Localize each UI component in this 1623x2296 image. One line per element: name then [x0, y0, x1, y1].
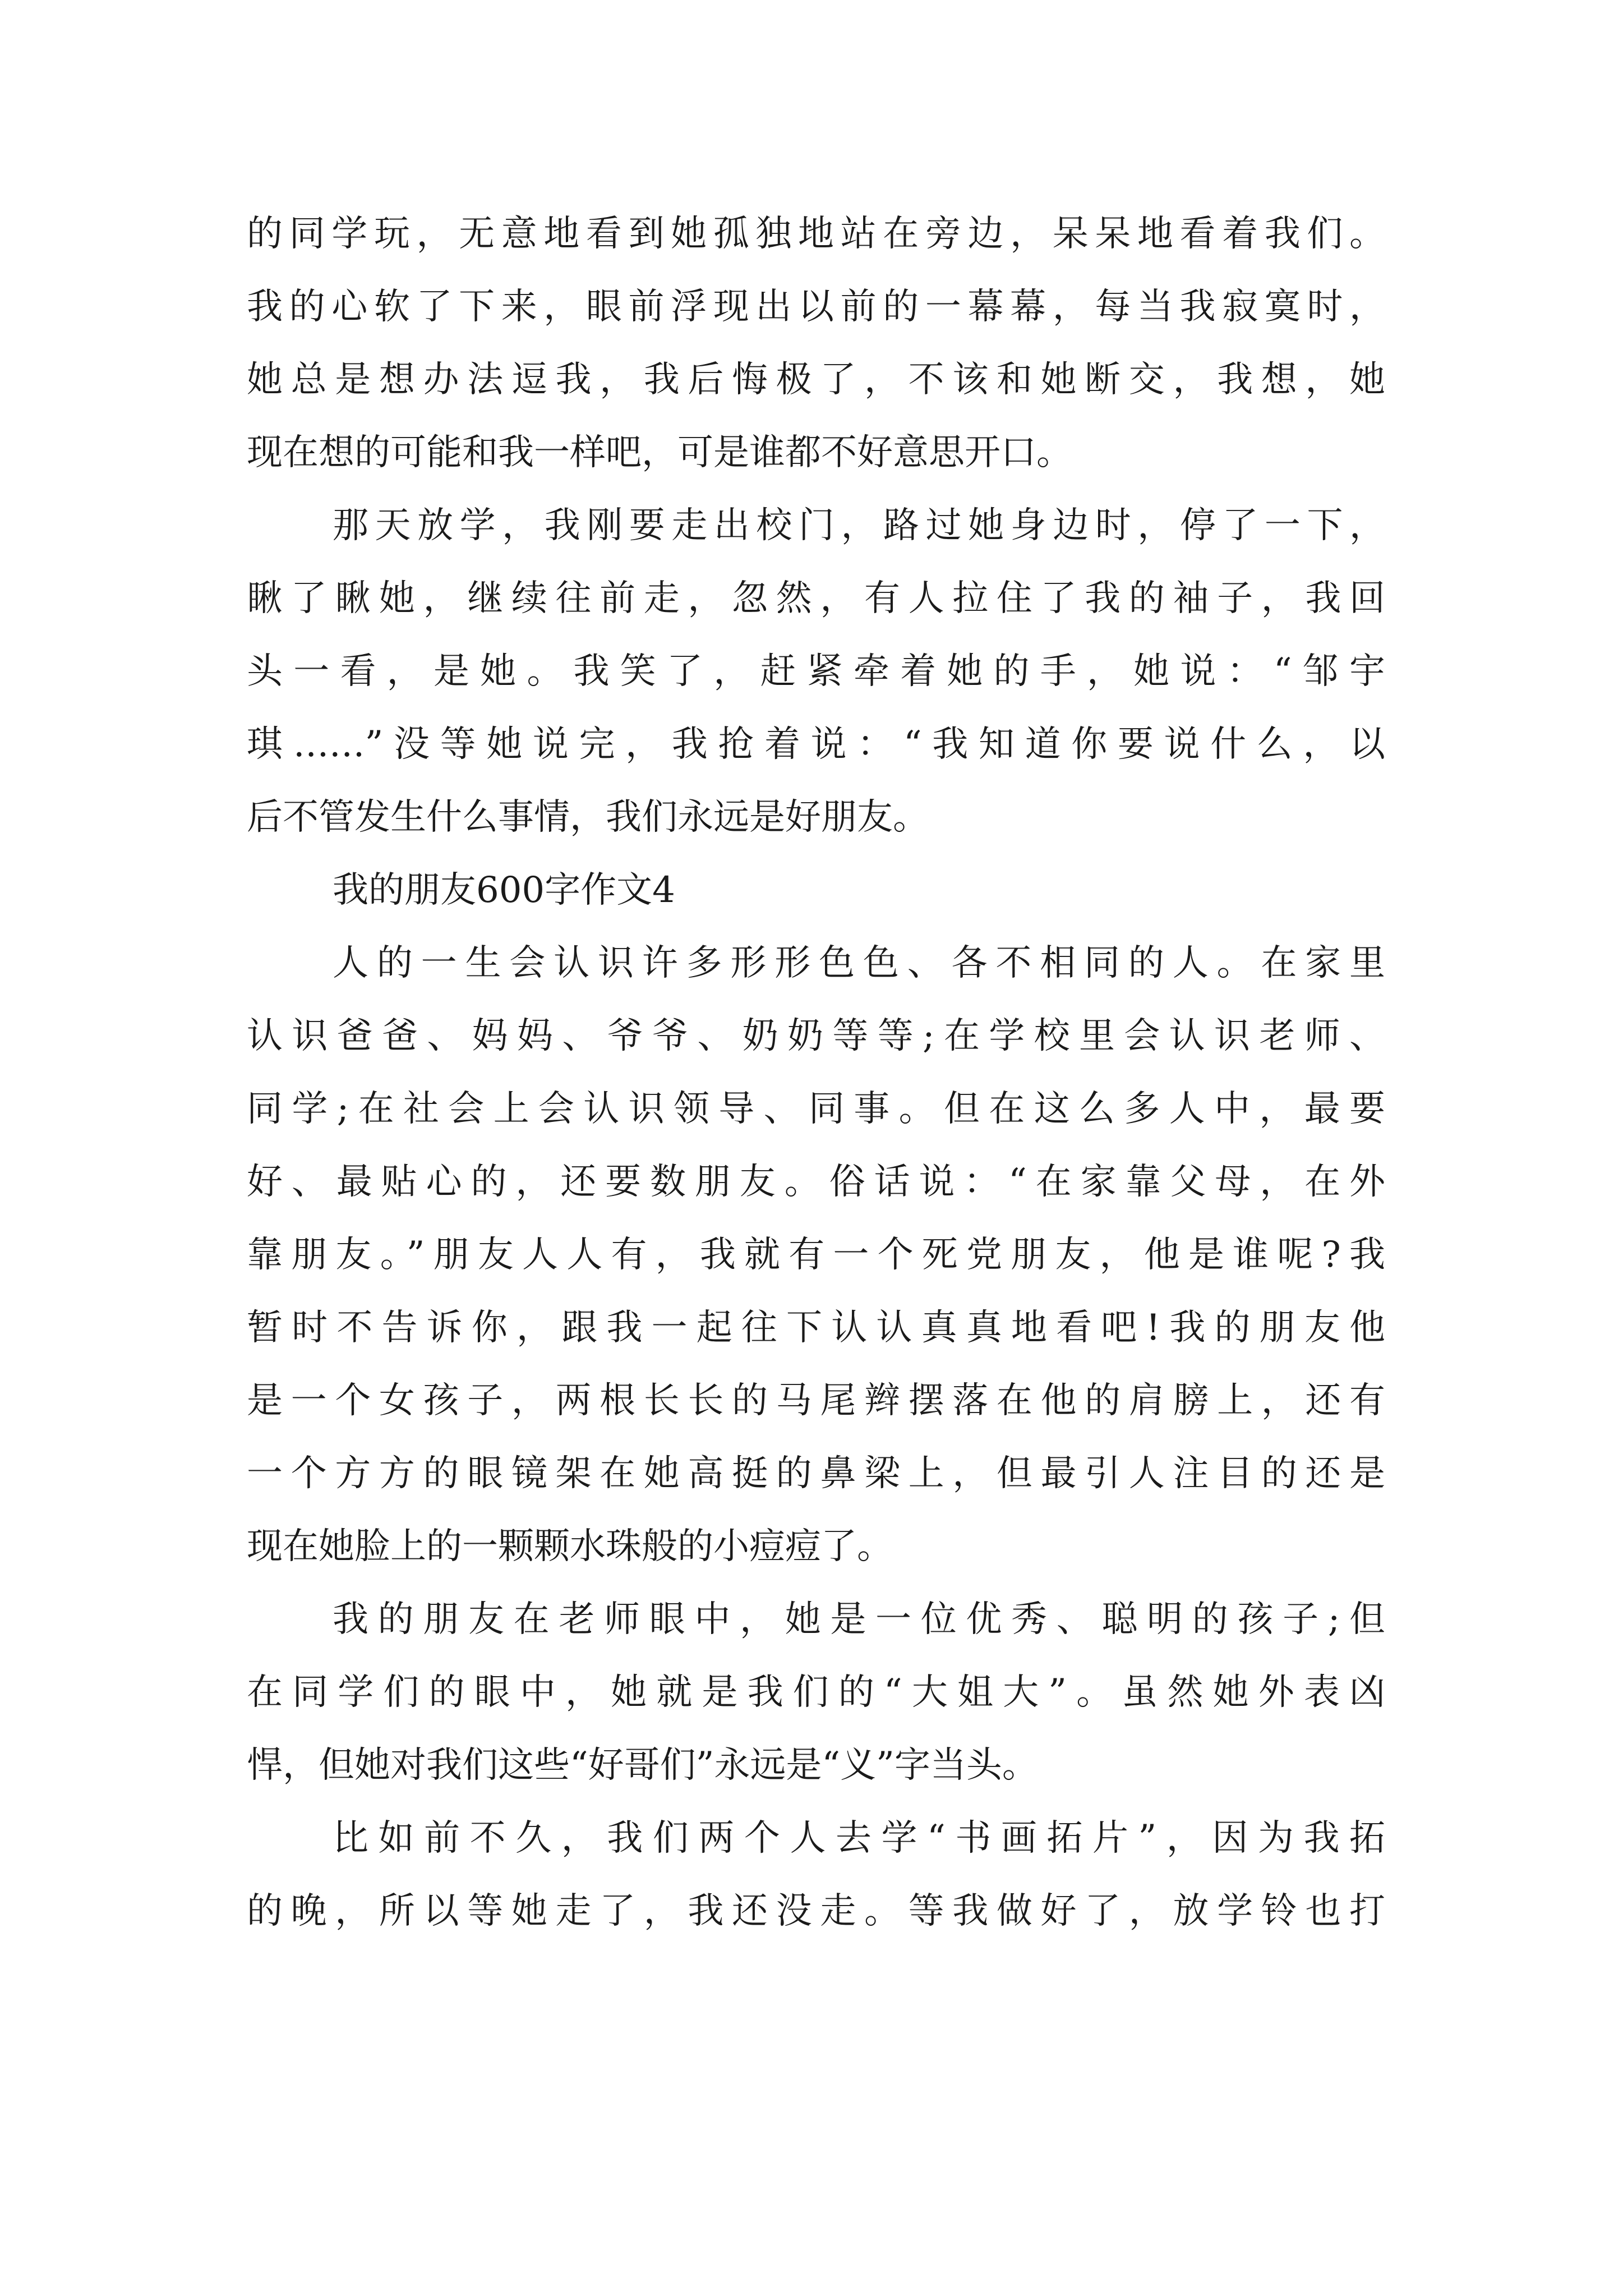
- text-line: 瞅了瞅她，继续往前走，忽然，有人拉住了我的袖子，我回: [247, 578, 1385, 619]
- text-line: 悍，但她对我们这些“好哥们”永远是“义”字当头。: [247, 1745, 1038, 1786]
- text-line: 后不管发生什么事情，我们永远是好朋友。: [247, 797, 929, 838]
- text-line: 琪……”没等她说完，我抢着说：“我知道你要说什么，以: [247, 724, 1385, 765]
- text-line: 她总是想办法逗我，我后悔极了，不该和她断交，我想，她: [247, 359, 1385, 401]
- text-line: 现在想的可能和我一样吧，可是谁都不好意思开口。: [247, 432, 1072, 473]
- text-line: 我的朋友在老师眼中，她是一位优秀、聪明的孩子;但: [333, 1599, 1385, 1640]
- text-line: 那天放学，我刚要走出校门，路过她身边时，停了一下，: [333, 505, 1385, 546]
- text-line: 现在她脸上的一颗颗水珠般的小痘痘了。: [247, 1526, 893, 1567]
- text-line: 同学;在社会上会认识领导、同事。但在这么多人中，最要: [247, 1088, 1385, 1130]
- text-line: 靠朋友。”朋友人人有，我就有一个死党朋友，他是谁呢?我: [247, 1234, 1385, 1276]
- text-line: 比如前不久，我们两个人去学“书画拓片”，因为我拓: [333, 1818, 1385, 1859]
- text-line: 的同学玩，无意地看到她孤独地站在旁边，呆呆地看着我们。: [247, 213, 1385, 255]
- text-line: 一个方方的眼镜架在她高挺的鼻梁上，但最引人注目的还是: [247, 1453, 1385, 1494]
- text-line: 头一看，是她。我笑了，赶紧牵着她的手，她说：“邹宇: [247, 651, 1385, 692]
- text-line: 的晚，所以等她走了，我还没走。等我做好了，放学铃也打: [247, 1890, 1385, 1932]
- text-line: 暂时不告诉你，跟我一起往下认认真真地看吧!我的朋友他: [247, 1307, 1385, 1349]
- document-page: [247, 0, 1385, 2296]
- section-heading: 我的朋友600字作文4: [333, 869, 675, 911]
- text-line: 在同学们的眼中，她就是我们的“大姐大”。虽然她外表凶: [247, 1672, 1385, 1713]
- text-line: 认识爸爸、妈妈、爷爷、奶奶等等;在学校里会认识老师、: [247, 1015, 1385, 1057]
- text-line: 我的心软了下来，眼前浮现出以前的一幕幕，每当我寂寞时，: [247, 286, 1385, 328]
- text-line: 好、最贴心的，还要数朋友。俗话说：“在家靠父母，在外: [247, 1161, 1385, 1203]
- text-line: 是一个女孩子，两根长长的马尾辫摆落在他的肩膀上，还有: [247, 1380, 1385, 1421]
- text-line: 人的一生会认识许多形形色色、各不相同的人。在家里: [333, 942, 1385, 984]
